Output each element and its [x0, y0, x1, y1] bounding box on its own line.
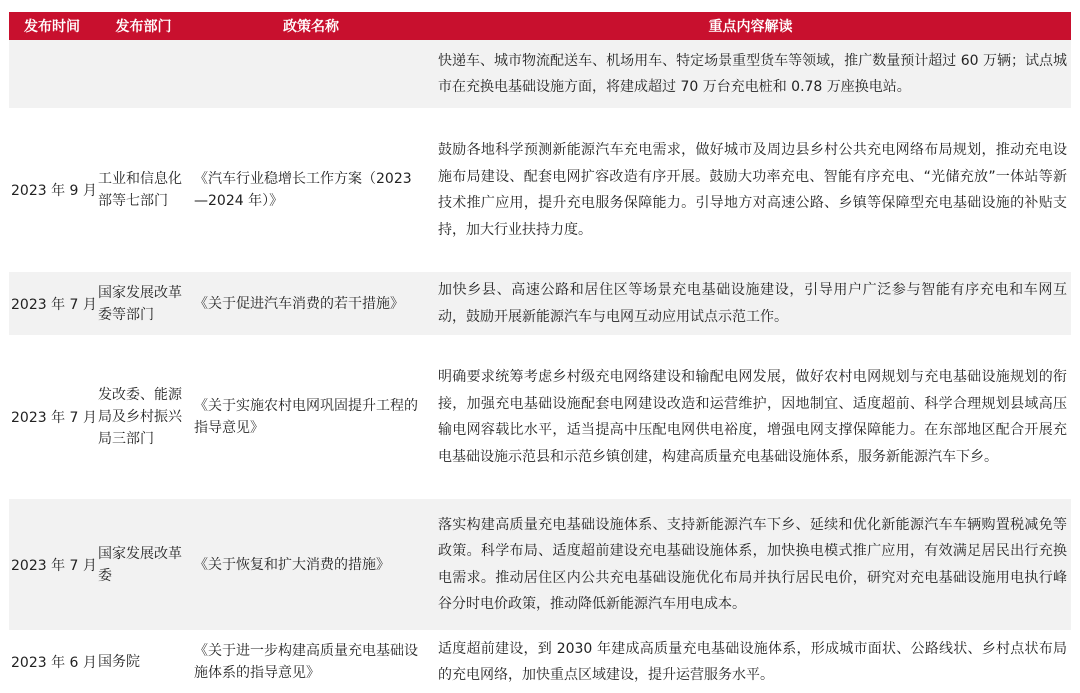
table-row	[9, 499, 1071, 630]
table-row	[9, 40, 1071, 108]
date-cell: 2023 年 9 月	[11, 183, 97, 199]
date-cell: 2023 年 7 月	[11, 557, 97, 574]
date-cell: 2023 年 6 月	[11, 655, 97, 671]
department-cell: 工业和信息化部等七部门	[98, 171, 182, 209]
policy-cell: 《汽车行业稳增长工作方案（2023—2024 年）》	[194, 171, 412, 209]
department-cell: 国家发展改革委等部门	[98, 284, 182, 323]
header-key-content: 重点内容解读	[708, 19, 793, 35]
content-cell: 鼓励各地科学预测新能源汽车充电需求，做好城市及周边县乡村公共充电网络布局规划，推动充电设施布局建设、配套电网扩容改造有序开展。鼓励大功率充电、智能有序充电、“光储充放”一体站等新技术推广应用，提升充电服务保障能力。引导地方对高速公路、乡镇等保障型充电基础设施的补贴支持，加大行业扶持力度。	[438, 142, 1067, 238]
date-cell: 2023 年 7 月	[11, 296, 97, 313]
table-row	[9, 336, 1071, 498]
content-cell: 加快乡县、高速公路和居住区等场景充电基础设施建设，引导用户广泛参与智能有序充电和车网互动，鼓励开展新能源汽车与电网互动应用试点示范工作。	[438, 282, 1067, 325]
department-cell: 国家发展改革委	[98, 545, 182, 584]
content-cell: 适度超前建设，到 2030 年建成高质量充电基础设施体系，形成城市面状、公路线状、乡村点状布局的充电网络，加快重点区域建设，提升运营服务水平。	[438, 640, 1067, 683]
content-cell: 快递车、城市物流配送车、机场用车、特定场景重型货车等领域，推广数量预计超过 60 万辆；试点城市在充换电基础设施方面，将建成超过 70 万台充电桩和 0.78 万座换电站。	[438, 52, 1067, 95]
table-row	[9, 272, 1071, 335]
table-row	[9, 631, 1071, 693]
table-header	[9, 12, 1071, 40]
policy-cell: 《关于恢复和扩大消费的措施》	[194, 556, 390, 573]
policy-cell: 《关于促进汽车消费的若干措施》	[194, 295, 404, 312]
table-row	[9, 109, 1071, 271]
department-cell: 发改委、能源局及乡村振兴局三部门	[98, 387, 182, 447]
policy-cell: 《关于实施农村电网巩固提升工程的指导意见》	[194, 398, 418, 436]
header-department: 发布部门	[115, 19, 172, 35]
policy-cell: 《关于进一步构建高质量充电基础设施体系的指导意见》	[194, 643, 418, 681]
department-cell: 国务院	[98, 654, 140, 670]
policy-table	[9, 12, 1071, 693]
content-cell: 明确要求统筹考虑乡村级充电网络建设和输配电网发展，做好农村电网规划与充电基础设施规划的衔接，加强充电基础设施配套电网建设改造和运营维护，因地制宜、适度超前、科学合理规划县域高压输电网容载比水平，适当提高中压配电网供电裕度，增强电网支撑保障能力。在东部地区配合开展充电基础设施示范县和示范乡镇创建，构建高质量充电基础设施体系，服务新能源汽车下乡。	[438, 369, 1067, 465]
content-cell: 落实构建高质量充电基础设施体系、支持新能源汽车下乡、延续和优化新能源汽车车辆购置税减免等政策。科学布局、适度超前建设充电基础设施体系，加快换电模式推广应用，有效满足居民出行充换电需求。推动居住区内公共充电基础设施优化布局并执行居民电价，研究对充电基础设施用电执行峰谷分时电价政策，推动降低新能源汽车用电成本。	[438, 516, 1067, 612]
header-policy-name: 政策名称	[283, 19, 339, 35]
header-date: 发布时间	[24, 19, 80, 35]
date-cell: 2023 年 7 月	[11, 410, 97, 426]
